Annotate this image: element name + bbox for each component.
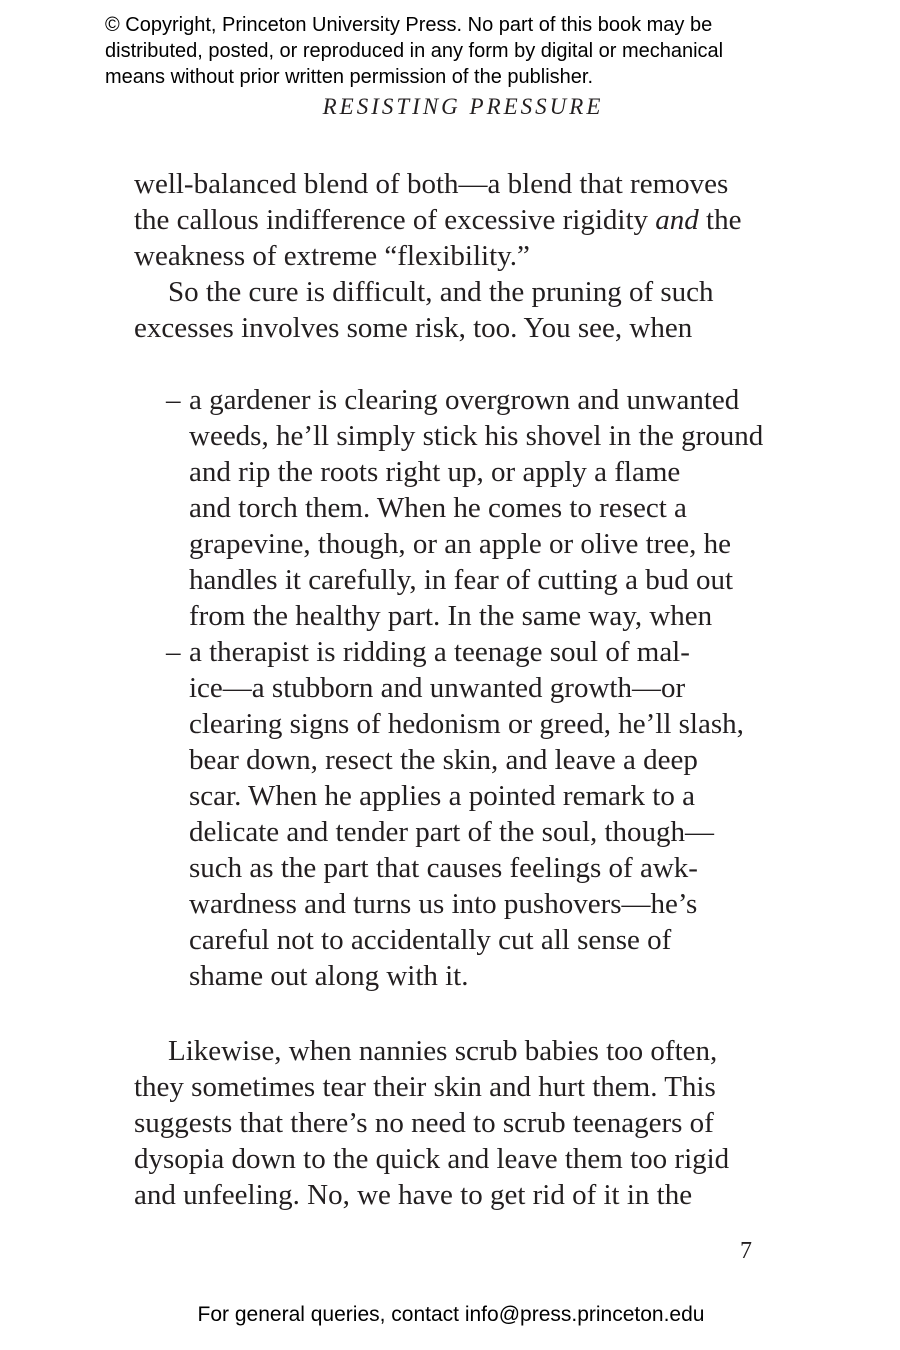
list-dash: – bbox=[166, 636, 181, 668]
text-line: such as the part that causes feelings of awk- bbox=[189, 852, 698, 884]
text-segment: a therapist is ridding a teenage soul of mal- bbox=[189, 636, 690, 668]
text-line: weakness of extreme “flexibility.” bbox=[134, 240, 530, 272]
text-line: bear down, resect the skin, and leave a deep bbox=[189, 744, 698, 776]
text-line: clearing signs of hedonism or greed, he’ll slash, bbox=[189, 708, 744, 740]
text-line: Likewise, when nannies scrub babies too often, bbox=[168, 1035, 718, 1067]
text-line: excesses involves some risk, too. You see, when bbox=[134, 312, 693, 344]
text-line: careful not to accidentally cut all sense of bbox=[189, 924, 672, 956]
text-segment: the callous indifference of excessive rigidity bbox=[134, 204, 656, 236]
text-line: delicate and tender part of the soul, though— bbox=[189, 816, 715, 848]
running-head: RESISTING PRESSURE bbox=[322, 94, 604, 119]
footer-contact: For general queries, contact info@press.princeton.edu bbox=[197, 1303, 705, 1326]
text-line: well-balanced blend of both—a blend that removes bbox=[134, 168, 729, 200]
text-line: and torch them. When he comes to resect a bbox=[189, 492, 687, 524]
copyright-line: © Copyright, Princeton University Press. No part of this book may be bbox=[105, 14, 713, 36]
list-item-gardener bbox=[166, 382, 763, 634]
text-line: dysopia down to the quick and leave them too rigid bbox=[134, 1143, 730, 1175]
text-line: and unfeeling. No, we have to get rid of it in the bbox=[134, 1179, 693, 1211]
text-line: ice—a stubborn and unwanted growth—or bbox=[189, 672, 686, 704]
copyright-line: means without prior written permission of the publisher. bbox=[105, 66, 594, 88]
text-line: suggests that there’s no need to scrub teenagers of bbox=[134, 1107, 714, 1139]
emphasis: and bbox=[655, 204, 699, 236]
copyright-line: distributed, posted, or reproduced in any form by digital or mechanical bbox=[105, 40, 724, 62]
text-line bbox=[134, 202, 741, 238]
text-segment: a gardener is clearing overgrown and unwanted bbox=[189, 384, 740, 416]
copyright-notice bbox=[105, 12, 825, 90]
text-line: So the cure is difficult, and the pruning of such bbox=[168, 276, 714, 308]
page-number: 7 bbox=[740, 1238, 752, 1264]
comparison-list bbox=[166, 382, 763, 994]
text-line bbox=[166, 382, 763, 418]
text-line: wardness and turns us into pushovers—he’s bbox=[189, 888, 698, 920]
text-line: they sometimes tear their skin and hurt them. This bbox=[134, 1071, 716, 1103]
text-line: weeds, he’ll simply stick his shovel in the ground bbox=[189, 420, 764, 452]
text-line: shame out along with it. bbox=[189, 960, 469, 992]
text-segment: the bbox=[698, 204, 742, 236]
text-line: and rip the roots right up, or apply a flame bbox=[189, 456, 681, 488]
opening-paragraph bbox=[134, 166, 741, 274]
list-item-therapist bbox=[166, 634, 763, 994]
closing-paragraph bbox=[134, 1033, 729, 1213]
list-dash: – bbox=[166, 384, 181, 416]
text-line: handles it carefully, in fear of cutting a bud out bbox=[189, 564, 734, 596]
text-line: from the healthy part. In the same way, when bbox=[189, 600, 713, 632]
text-line bbox=[166, 634, 763, 670]
text-line: scar. When he applies a pointed remark to a bbox=[189, 780, 695, 812]
paragraph-pruning bbox=[134, 274, 714, 346]
text-line: grapevine, though, or an apple or olive tree, he bbox=[189, 528, 731, 560]
